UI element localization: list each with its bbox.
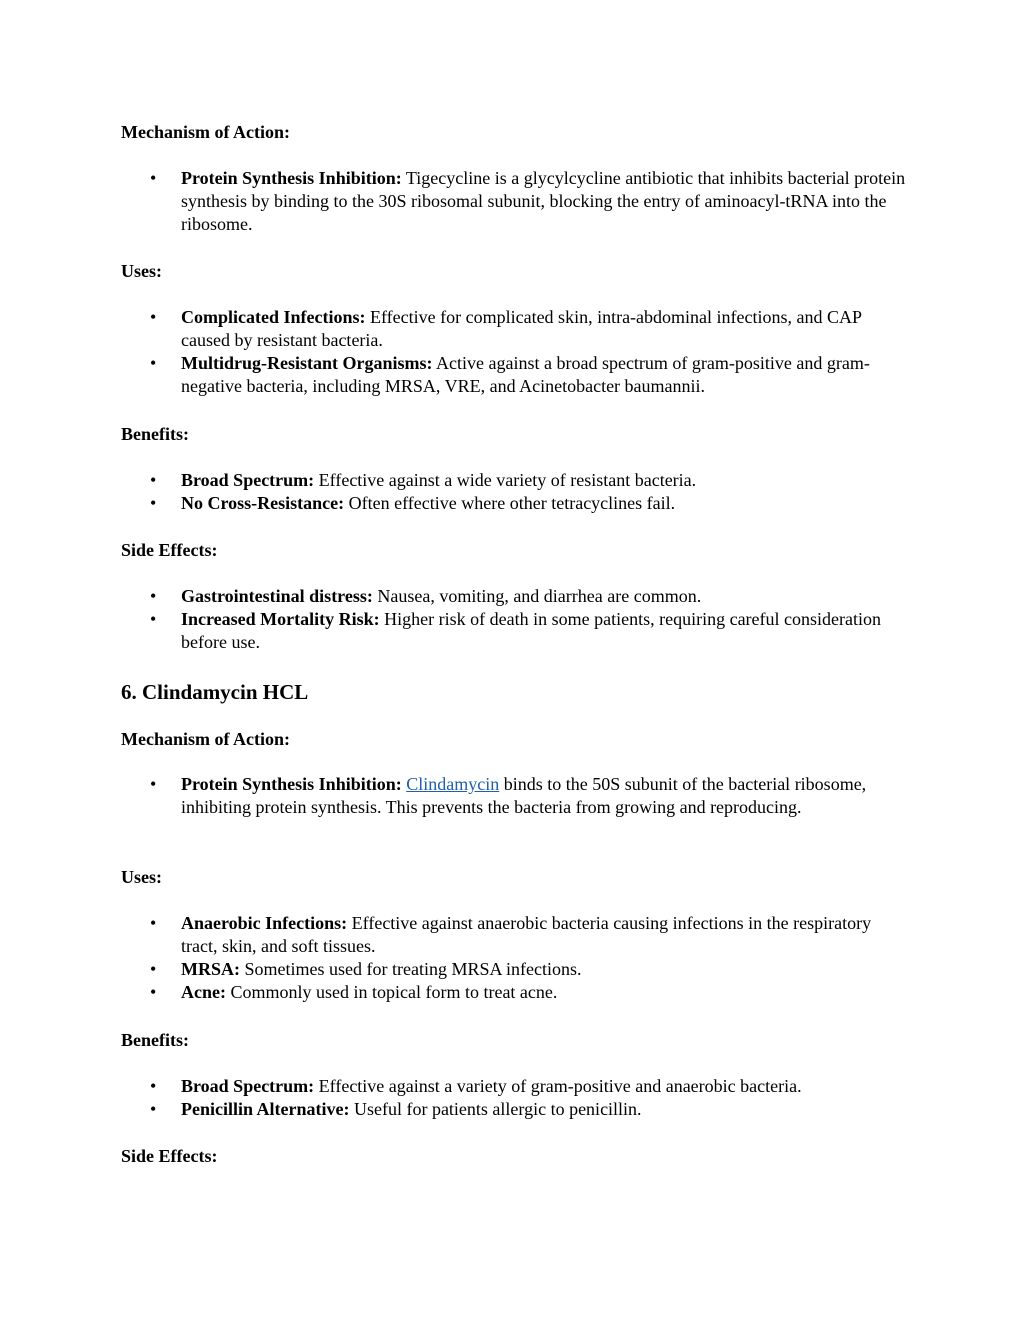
bullet-icon: • [150,586,157,606]
item-text: Active against a broad spectrum of gram-positive and gram-negative bacteria, including MRSA, VRE, and Acinetobacter baumannii. [181,353,870,396]
list-item [121,352,911,398]
clindamycin-link[interactable]: Clindamycin [406,774,500,794]
bullet-icon: • [150,470,157,490]
item-text: Often effective where other tetracyclines fail. [344,493,676,513]
list-item [121,1075,911,1098]
item-term: Broad Spectrum: [181,470,315,490]
item-text: Tigecycline is a glycylcycline antibiotic that inhibits bacterial protein synthesis by binding to the 30S ribosomal subunit, blocking the entry of aminoacyl-tRNA into the ribosome. [181,168,906,234]
item-text: binds to the 50S subunit of the bacterial ribosome, inhibiting protein synthesis. This prevents the bacteria from growing and reproducing. [181,774,867,817]
benefits-list [121,469,911,515]
section-label-uses: Uses: [121,261,162,281]
uses-list [121,912,911,1004]
uses-list [121,306,911,398]
section-label-benefits: Benefits: [121,424,189,444]
side-effects-list [121,585,911,654]
section-label-side-effects: Side Effects: [121,540,218,560]
item-text: Commonly used in topical form to treat acne. [225,982,558,1002]
item-term: Increased Mortality Risk: [181,609,380,629]
list-item [121,773,911,819]
list-item [121,1098,911,1121]
item-text: Sometimes used for treating MRSA infections. [240,959,582,979]
item-text: Useful for patients allergic to penicillin. [349,1099,642,1119]
section-label-side-effects: Side Effects: [121,1146,218,1166]
bullet-icon: • [150,774,157,794]
item-term: Acne: [181,982,226,1002]
bullet-icon: • [150,168,157,188]
bullet-icon: • [150,307,157,327]
item-term: Protein Synthesis Inhibition: [181,774,402,794]
item-text: Effective against a variety of gram-positive and anaerobic bacteria. [314,1076,802,1096]
item-text: Effective against anaerobic bacteria causing infections in the respiratory tract, skin, and soft tissues. [181,913,872,956]
bullet-icon: • [150,982,157,1002]
list-item [121,167,911,236]
bullet-icon: • [150,959,157,979]
item-term: MRSA: [181,959,240,979]
item-term: Gastrointestinal distress: [181,586,373,606]
item-text: Effective against a wide variety of resistant bacteria. [314,470,697,490]
section-label-benefits: Benefits: [121,1030,189,1050]
item-term: No Cross-Resistance: [181,493,345,513]
item-term: Complicated Infections: [181,307,366,327]
item-term: Anaerobic Infections: [181,913,348,933]
item-term: Multidrug-Resistant Organisms: [181,353,433,373]
list-item [121,912,911,958]
bullet-icon: • [150,1099,157,1119]
list-item [121,469,911,492]
item-text: Effective for complicated skin, intra-abdominal infections, and CAP caused by resistant bacteria. [181,307,862,350]
list-item [121,958,911,981]
bullet-icon: • [150,609,157,629]
bullet-icon: • [150,913,157,933]
list-item [121,306,911,352]
mechanism-list [121,773,911,819]
section-label-mechanism: Mechanism of Action: [121,729,290,749]
item-term: Penicillin Alternative: [181,1099,350,1119]
list-item [121,492,911,515]
item-text: Higher risk of death in some patients, requiring careful consideration before use. [181,609,882,652]
list-item [121,981,911,1004]
drug-heading: 6. Clindamycin HCL [121,680,309,704]
bullet-icon: • [150,353,157,373]
bullet-icon: • [150,493,157,513]
list-item [121,585,911,608]
mechanism-list [121,167,911,236]
section-label-mechanism: Mechanism of Action: [121,122,290,142]
bullet-icon: • [150,1076,157,1096]
section-label-uses: Uses: [121,867,162,887]
item-text: Nausea, vomiting, and diarrhea are common. [372,586,702,606]
item-term: Protein Synthesis Inhibition: [181,168,402,188]
item-term: Broad Spectrum: [181,1076,315,1096]
list-item [121,608,911,654]
benefits-list [121,1075,911,1121]
